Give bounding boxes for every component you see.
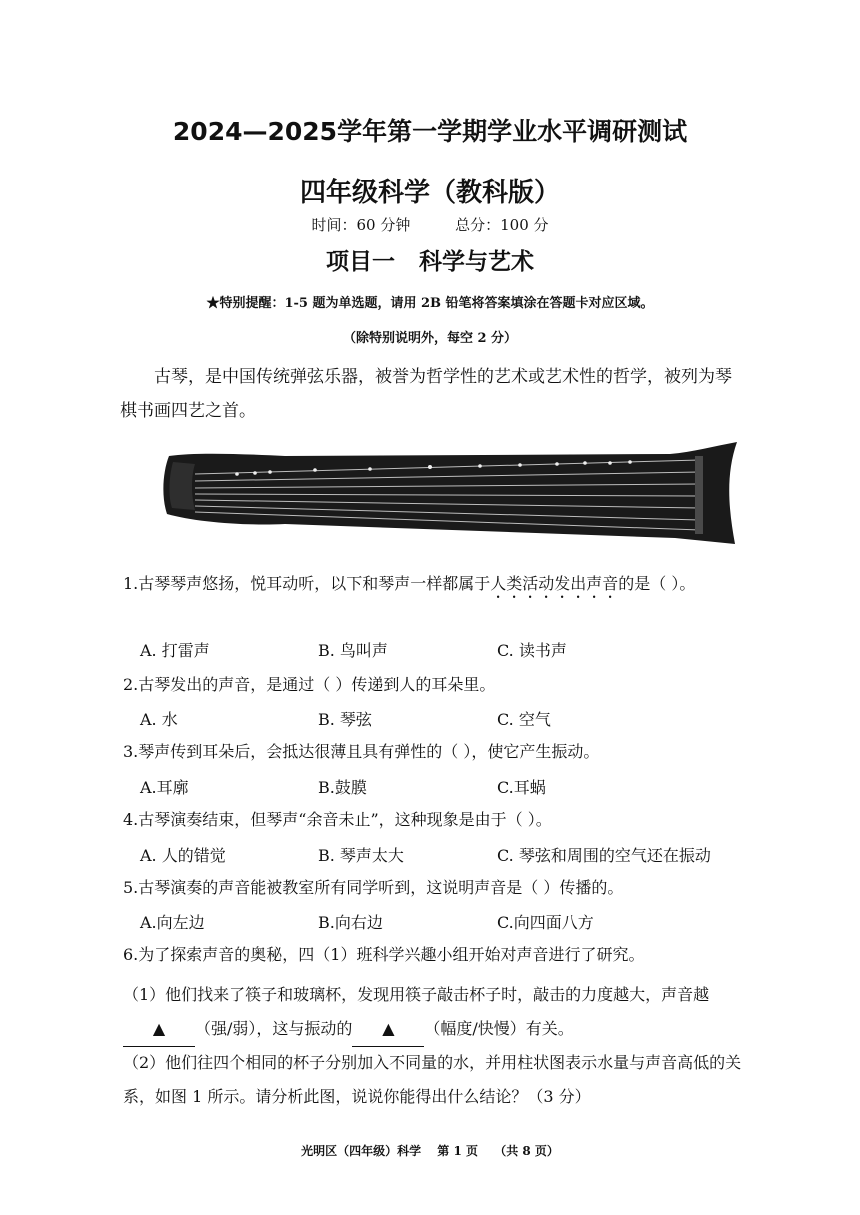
question-4-option-c[interactable]: C. 琴弦和周围的空气还在振动 <box>497 846 711 865</box>
question-1-stem-post: 的是（ ）。 <box>618 574 696 593</box>
section-title: 项目一 科学与艺术 <box>325 249 535 275</box>
question-6-part-1 <box>123 978 743 1047</box>
footer-district: 光明区（四年级）科学 <box>301 1144 422 1158</box>
question-3-option-b[interactable]: B.鼓膜 <box>318 778 367 797</box>
exam-subtitle: 四年级科学（教科版） <box>299 178 560 208</box>
footer-page-number: 第 1 页 <box>437 1144 478 1158</box>
question-1 <box>123 567 743 602</box>
question-5-option-a[interactable]: A.向左边 <box>140 913 205 932</box>
intro-paragraph: 古琴，是中国传统弹弦乐器，被誉为哲学性的艺术或艺术性的哲学，被列为琴棋书画四艺之首。 <box>120 367 732 421</box>
question-6-part-1-text-b: （强/弱），这与振动的 <box>195 1019 353 1038</box>
question-6-part-2: （2）他们往四个相同的杯子分别加入不同量的水，并用柱状图表示水量与声音高低的关系，如图 1 所示。请分析此图，说说你能得出什么结论？（3 分） <box>123 1053 742 1106</box>
question-1-emphasis: 人类活动发出声音 <box>490 574 619 593</box>
exam-time: 时间：60 分钟 <box>311 216 411 234</box>
question-4: 4.古琴演奏结束，但琴声“余音未止”，这种现象是由于（ ）。 <box>123 810 552 829</box>
question-6-stem: 6.为了探索声音的奥秘，四（1）班科学兴趣小组开始对声音进行了研究。 <box>123 945 645 964</box>
question-5-option-b[interactable]: B.向右边 <box>318 913 383 932</box>
exam-meta <box>0 214 860 235</box>
question-2-option-a[interactable]: A. 水 <box>140 710 178 729</box>
score-note: （除特别说明外，每空 2 分） <box>342 331 518 346</box>
question-2-option-c[interactable]: C. 空气 <box>497 710 551 729</box>
question-3: 3.琴声传到耳朵后，会抵达很薄且具有弹性的（ ），使它产生振动。 <box>123 742 600 761</box>
question-2: 2.古琴发出的声音，是通过（ ）传递到人的耳朵里。 <box>123 675 496 694</box>
question-1-option-c[interactable]: C. 读书声 <box>497 641 567 660</box>
question-1-option-b[interactable]: B. 鸟叫声 <box>318 641 388 660</box>
question-1-option-a[interactable]: A. 打雷声 <box>140 641 210 660</box>
question-5: 5.古琴演奏的声音能被教室所有同学听到，这说明声音是（ ）传播的。 <box>123 878 624 897</box>
guqin-icon <box>155 436 745 546</box>
question-3-option-a[interactable]: A.耳廓 <box>140 778 189 797</box>
footer-total-pages: （共 8 页） <box>494 1144 559 1158</box>
question-4-option-a[interactable]: A. 人的错觉 <box>140 846 226 865</box>
page-footer <box>0 1142 860 1159</box>
question-5-option-c[interactable]: C.向四面八方 <box>497 913 594 932</box>
answer-blank-2[interactable]: ▲ <box>352 1012 424 1047</box>
question-6-part-1-text-a: （1）他们找来了筷子和玻璃杯，发现用筷子敲击杯子时，敲击的力度越大，声音越 <box>123 985 710 1004</box>
question-3-option-c[interactable]: C.耳蜗 <box>497 778 546 797</box>
question-2-option-b[interactable]: B. 琴弦 <box>318 710 372 729</box>
special-notice: ★特别提醒：1-5 题为单选题，请用 2B 铅笔将答案填涂在答题卡对应区域。 <box>206 296 654 311</box>
question-1-stem-pre: 1.古琴琴声悠扬，悦耳动听，以下和琴声一样都属于 <box>123 574 491 593</box>
answer-blank-1[interactable]: ▲ <box>123 1012 195 1047</box>
question-4-option-b[interactable]: B. 琴声太大 <box>318 846 404 865</box>
guqin-illustration <box>155 436 745 546</box>
question-6-part-1-text-c: （幅度/快慢）有关。 <box>424 1019 574 1038</box>
exam-total-score: 总分：100 分 <box>455 216 549 234</box>
exam-title: 2024—2025学年第一学期学业水平调研测试 <box>172 117 688 146</box>
